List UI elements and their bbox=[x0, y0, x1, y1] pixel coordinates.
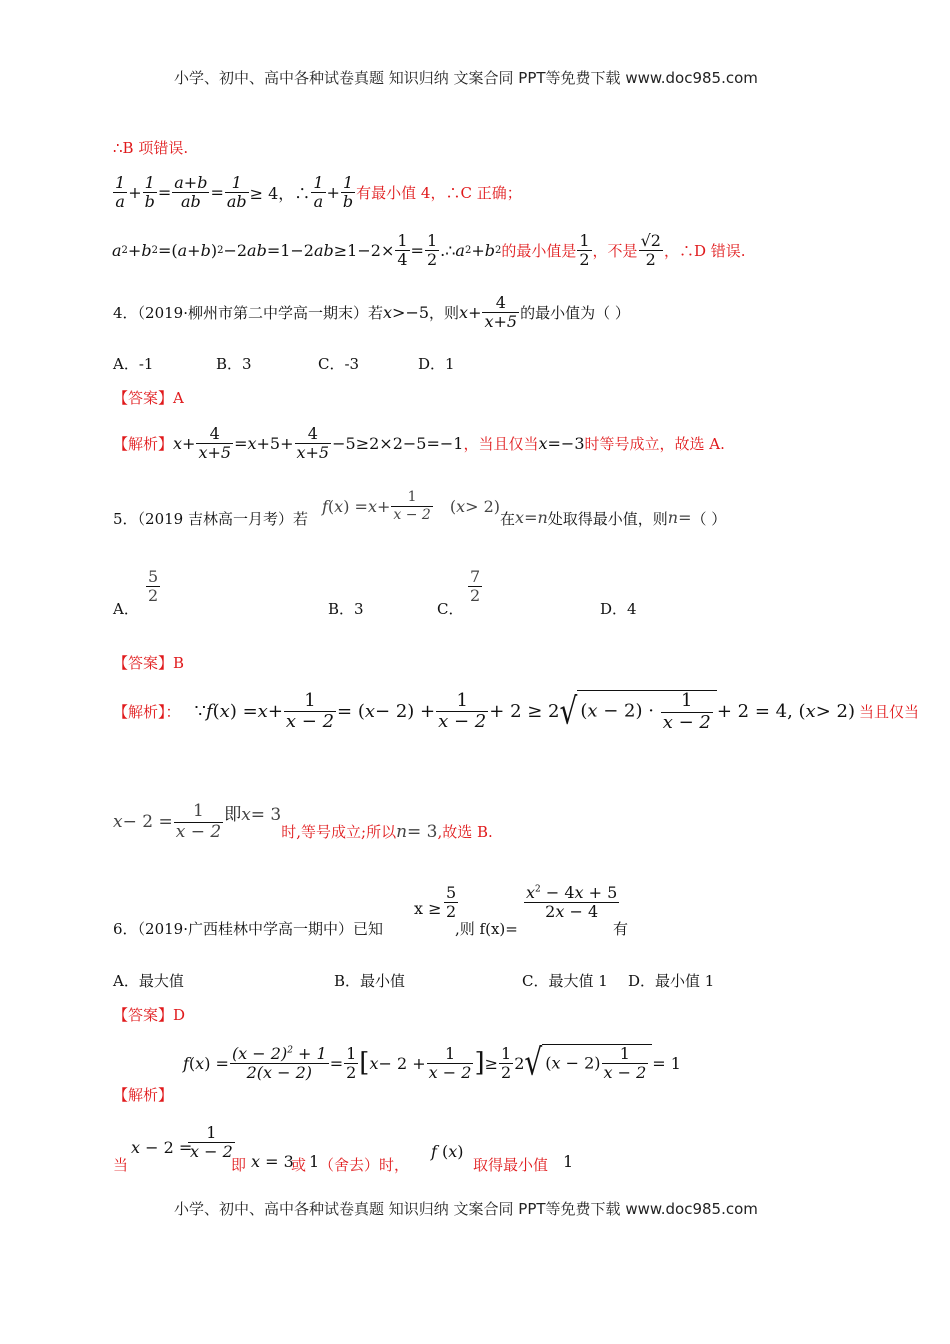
math-frac: $\frac{7}{2}$ bbox=[470, 567, 481, 606]
sqrt-radical: √ bbox=[559, 689, 578, 733]
prev-line-1: ∴B 项错误. bbox=[113, 139, 189, 157]
q5-answer: 【答案】B bbox=[113, 654, 185, 672]
math-frac: $\frac{1}{ab}$ bbox=[226, 173, 247, 212]
prev-line-3: a 2 + b 2 =( a + b ) 2 −2 ab =1−2 ab ≥1−2× $\frac{1}{4}$ = $\frac{1}{2}$ .∴ a 2 + b 2 的最小值是 $\frac{1}{2}$ ，不是 $\frac{√2}{2}$ ，∴D 错误. bbox=[112, 231, 746, 270]
math-frac: $\frac{1}{2}$ bbox=[346, 1043, 357, 1082]
q6-line2-text-2: 或 bbox=[291, 1156, 307, 1174]
math-frac: $\frac{1}{x - 2}$ bbox=[175, 801, 222, 842]
q6-answer: 【答案】D bbox=[113, 1006, 186, 1024]
prev-line-3-text-3: ，∴D 错误. bbox=[663, 241, 746, 260]
math-frac: $\frac{1}{b}$ bbox=[342, 173, 354, 212]
q5-stem: 5．（2019 吉林高一月考）若 f ( x ) = x + $\frac{1}{x - 2}$ ( x > 2) 在 x = n 处取得最小值，则 n = （ ） bbox=[113, 489, 727, 528]
q4-stem-prefix: 4．（2019·柳州市第二中学高一期末）若 bbox=[113, 303, 383, 322]
math-frac: $\frac{1}{x - 2}$ bbox=[438, 689, 487, 733]
q5-stem-suffix: （ ） bbox=[691, 510, 727, 528]
q4-analysis-label: 【解析】 bbox=[113, 434, 174, 453]
q6-option-a: A．最大值 bbox=[113, 972, 184, 990]
q4-analysis-suffix-2: 时等号成立，故选 A. bbox=[584, 434, 725, 453]
q4-answer: 【答案】A bbox=[113, 389, 184, 407]
prev-line-3-text-2: ，不是 bbox=[592, 241, 638, 260]
q5-line2-text-1: 即 bbox=[224, 804, 242, 825]
q4-option-c: C．-3 bbox=[318, 355, 360, 373]
math-frac: $\frac{4}{x+5}$ bbox=[198, 424, 232, 463]
q5-analysis-suffix: 当且仅当 bbox=[858, 702, 919, 721]
q4-option-d: D．1 bbox=[418, 355, 455, 373]
q4-option-b: B．3 bbox=[216, 355, 252, 373]
q6-option-b: B．最小值 bbox=[334, 972, 406, 990]
q4-option-a: A．-1 bbox=[113, 355, 154, 373]
sqrt-radical: √ bbox=[524, 1041, 543, 1085]
q5-analysis-line-2: x − 2 = $\frac{1}{x - 2}$ 即 x = 3 时,等号成立;所以 n = 3 ,故选 B. bbox=[113, 801, 493, 843]
math-frac: $\frac{1}{x - 2}$ bbox=[393, 489, 431, 523]
math-frac: $\frac{1}{x - 2}$ bbox=[428, 1043, 472, 1082]
math-frac: $\frac{4}{x+5}$ bbox=[296, 424, 330, 463]
math-frac: $\frac{x^2 - 4x + 5}{2x - 4}$ bbox=[526, 883, 618, 922]
q6-option-c: C．最大值 1 bbox=[522, 972, 608, 990]
prev-line-2: $\frac{1}{a}$ + $\frac{1}{b}$ = $\frac{a+b}{ab}$ = $\frac{1}{ab}$ ≥ 4，∴ $\frac{1}{a}$ + $\frac{1}{b}$ 有最小值 4，∴C 正确； bbox=[115, 173, 522, 212]
math-frac: $\frac{1}{2}$ bbox=[426, 231, 438, 270]
math-frac: $\frac{1}{a}$ bbox=[313, 173, 324, 212]
math-frac: $\frac{(x - 2)^2 + 1}{2(x - 2)}$ bbox=[231, 1043, 327, 1082]
math-frac: $\frac{4}{x+5}$ bbox=[484, 293, 518, 332]
q4-analysis-suffix-1: ，当且仅当 bbox=[463, 434, 539, 453]
q6-option-d: D．最小值 1 bbox=[628, 972, 715, 990]
math-frac: $\frac{5}{2}$ bbox=[148, 567, 159, 606]
math-frac: $\frac{1}{2}$ bbox=[501, 1043, 512, 1082]
q5-analysis-label: 【解析】： bbox=[113, 702, 181, 721]
q6-line2-text-1: 即 bbox=[231, 1156, 247, 1174]
q6-stem-mid: ,则 f(x)= bbox=[455, 920, 518, 938]
math-frac: $\frac{1}{b}$ bbox=[144, 173, 155, 212]
q6-stem: 6．（2019·广西桂林中学高一期中）已知 x ≥ $\frac{5}{2}$ ,则 f(x)= $\frac{x^2 - 4x + 5}{2x - 4}$ 有 bbox=[113, 883, 629, 938]
q5-option-b: B．3 bbox=[328, 600, 364, 618]
q5-option-d: D．4 bbox=[600, 600, 637, 618]
page-header: 小学、初中、高中各种试卷真题 知识归纳 文案合同 PPT等免费下载 www.doc985.com bbox=[174, 69, 758, 87]
q4-stem: 4．（2019·柳州市第二中学高一期末）若 x >−5 ，则 x + $\frac{4}{x+5}$ 的最小值为（ ） bbox=[113, 293, 630, 332]
page-footer: 小学、初中、高中各种试卷真题 知识归纳 文案合同 PPT等免费下载 www.doc985.com bbox=[174, 1200, 758, 1218]
prev-line-3-text-1: 的最小值是 bbox=[501, 241, 577, 260]
math-frac: $\frac{1}{x - 2}$ bbox=[285, 689, 335, 733]
q5-option-c-label: C． bbox=[437, 600, 464, 618]
q5-stem-prefix: 5．（2019 吉林高一月考）若 bbox=[113, 510, 308, 528]
q5-option-a-label: A． bbox=[113, 600, 139, 618]
math-frac: $\frac{1}{x - 2}$ bbox=[190, 1123, 233, 1162]
math-frac: $\frac{1}{2}$ bbox=[579, 231, 590, 270]
q5-stem-mid-1: 在 bbox=[500, 510, 516, 528]
q6-stem-suffix: 有 bbox=[613, 920, 629, 938]
q5-line2-text-3: ,故选 B. bbox=[437, 823, 493, 842]
math-frac: $\frac{1}{a}$ bbox=[115, 173, 126, 212]
math-frac: $\frac{a+b}{ab}$ bbox=[174, 173, 208, 212]
q4-stem-suffix: 的最小值为（ ） bbox=[520, 303, 630, 322]
q6-line2-text-3: （舍去）时， bbox=[319, 1156, 410, 1174]
math-frac: $\frac{1}{x - 2}$ bbox=[662, 690, 711, 733]
prev-line-2-text: 有最小值 4，∴C 正确； bbox=[356, 183, 522, 202]
q6-line2-text-4: 取得最小值 bbox=[473, 1156, 549, 1174]
q4-analysis: 【解析】 x + $\frac{4}{x+5}$ = x +5+ $\frac{4}{x+5}$ −5≥2×2−5=−1 ，当且仅当 x =−3 时等号成立，故选 A. bbox=[113, 424, 725, 463]
q6-analysis-label: 【解析】 bbox=[113, 1086, 174, 1104]
q6-stem-prefix: 6．（2019·广西桂林中学高一期中）已知 bbox=[113, 920, 383, 938]
q5-analysis: 【解析】： ∵ f ( x ) = x + $\frac{1}{x - 2}$ = ( x − 2) + $\frac{1}{x - 2}$ + 2 ≥ 2 √ (x − 2) · $\frac{1}{x - 2}$ + 2 = 4, ( x > 2) 当且仅当 bbox=[113, 689, 919, 733]
q6-when: 当 bbox=[113, 1156, 129, 1174]
q4-stem-mid: ，则 bbox=[429, 303, 460, 322]
q6-formula: f ( x ) = $\frac{(x - 2)^2 + 1}{2(x - 2)}$ = $\frac{1}{2}$ [ x − 2 + $\frac{1}{x - 2}$ ] ≥ $\frac{1}{2}$ 2 √ (x − 2) $\frac{1}{x - 2}$ = 1 bbox=[183, 1041, 681, 1085]
sqrt-body: (x − 2) $\frac{1}{x - 2}$ bbox=[542, 1044, 652, 1083]
q5-stem-mid-2: 处取得最小值，则 bbox=[547, 510, 668, 528]
math-frac: $\frac{√2}{2}$ bbox=[640, 231, 661, 270]
math-frac: $\frac{1}{4}$ bbox=[397, 231, 408, 270]
q5-line2-text-2: 时,等号成立;所以 bbox=[281, 823, 397, 842]
q6-analysis-line-2: 当 x − 2 = $\frac{1}{x - 2}$ 即 x = 3 或 1 （舍去）时， f (x) 取得最小值 1 bbox=[113, 1123, 574, 1174]
math-frac: $\frac{1}{x - 2}$ bbox=[603, 1044, 647, 1083]
math-frac: $\frac{5}{2}$ bbox=[446, 883, 457, 922]
sqrt-body: (x − 2) · $\frac{1}{x - 2}$ bbox=[577, 690, 717, 733]
